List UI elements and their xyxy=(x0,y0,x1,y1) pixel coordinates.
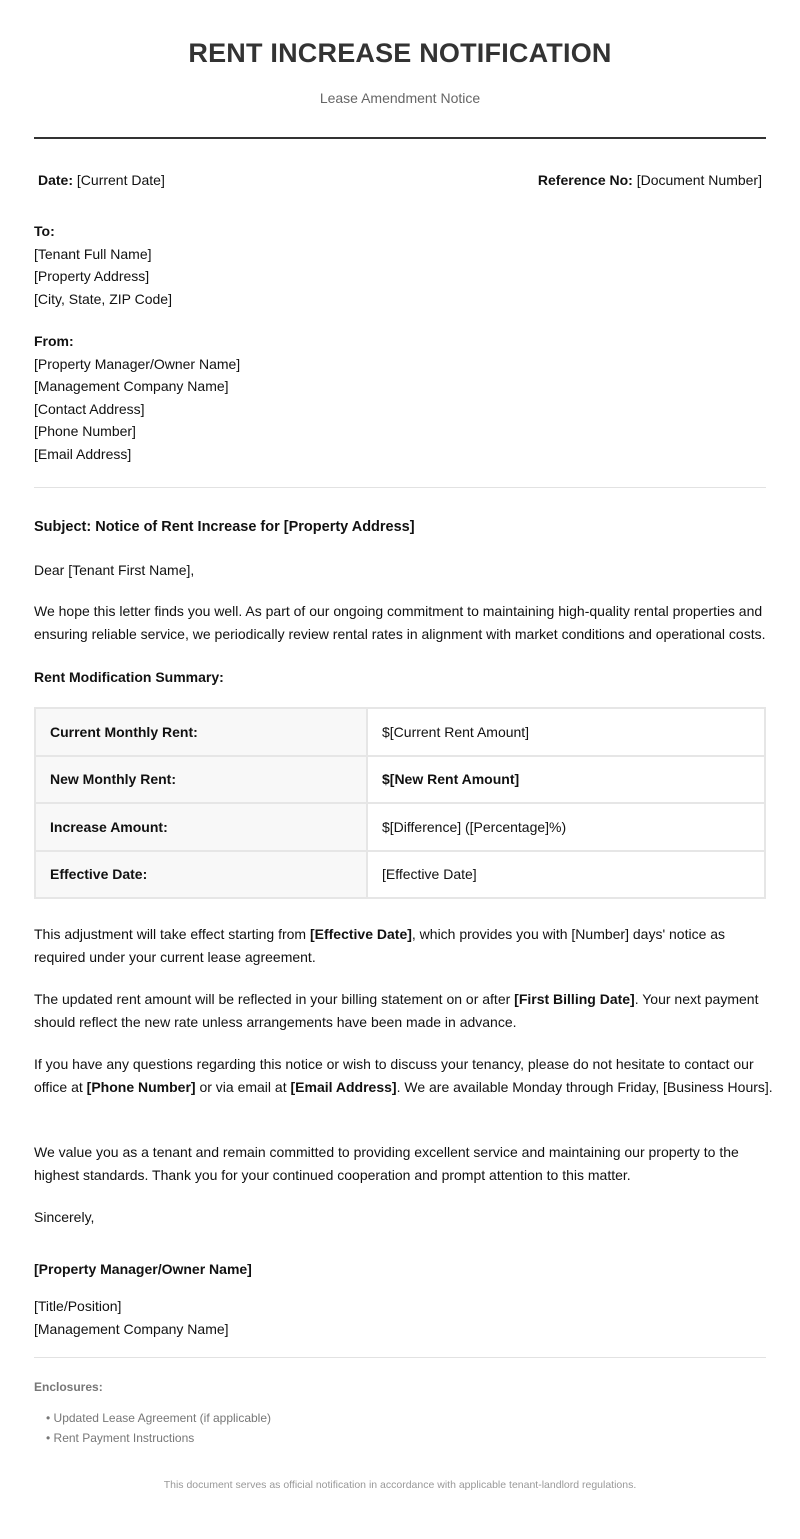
reference-line xyxy=(538,172,762,188)
summary-label: Increase Amount: xyxy=(35,803,367,851)
email-emphasis: [Email Address] xyxy=(290,1078,397,1095)
summary-label: Effective Date: xyxy=(35,851,367,899)
paragraph-text: . We are available Monday through Friday, [Business Hours]. xyxy=(396,1078,773,1095)
from-label: From: xyxy=(34,333,74,349)
recipient-address: [Property Address] xyxy=(34,268,150,284)
signature-details xyxy=(34,1295,774,1340)
billing-paragraph xyxy=(34,988,774,1033)
paragraph-text: If you have any questions regarding this notice or wish to discuss your tenancy, please do not hesitate to contact our office at xyxy=(34,1056,754,1095)
effective-date-emphasis: [Effective Date] xyxy=(309,926,412,942)
recipient-city: [City, State, ZIP Code] xyxy=(34,290,172,307)
paragraph-text: The updated rent amount will be reflected in your billing statement on or after xyxy=(34,991,515,1007)
sender-company: [Management Company Name] xyxy=(34,378,229,394)
date-label: Date: xyxy=(38,172,74,188)
sender-block xyxy=(34,330,240,465)
list-item: • Updated Lease Agreement (if applicable) xyxy=(46,1409,271,1429)
paragraph-text: , which provides you with [Number] days' notice as required under your current lease agreement. xyxy=(34,926,726,965)
summary-label: New Monthly Rent: xyxy=(35,756,367,804)
signature-company: [Management Company Name] xyxy=(34,1320,229,1337)
summary-value: $[New Rent Amount] xyxy=(367,756,765,804)
sender-address: [Contact Address] xyxy=(34,400,145,417)
summary-value: $[Difference] ([Percentage]%) xyxy=(367,803,765,851)
intro-paragraph: We hope this letter finds you well. As part of our ongoing commitment to maintaining high-quality rental properties and ensuring reliable service, we periodically review rental rates in alignment with market conditions and operational costs. xyxy=(34,603,766,642)
to-label: To: xyxy=(34,223,55,239)
sender-email: [Email Address] xyxy=(34,445,132,462)
section-divider xyxy=(34,487,766,488)
header-divider xyxy=(34,137,766,139)
rent-summary-table xyxy=(34,707,766,899)
summary-label: Current Monthly Rent: xyxy=(35,708,367,756)
document-subtitle: Lease Amendment Notice xyxy=(319,90,481,106)
table-row xyxy=(35,851,765,899)
contact-paragraph xyxy=(34,1053,774,1098)
table-row xyxy=(35,803,765,851)
summary-heading: Rent Modification Summary: xyxy=(34,669,224,685)
letter-subject: Subject: Notice of Rent Increase for [Property Address] xyxy=(34,519,415,535)
reference-label: Reference No: xyxy=(537,172,633,188)
table-row xyxy=(35,708,765,756)
summary-value: [Effective Date] xyxy=(367,851,765,899)
sender-phone: [Phone Number] xyxy=(34,423,136,439)
letter-closing: Sincerely, xyxy=(34,1209,95,1225)
sender-name: [Property Manager/Owner Name] xyxy=(34,355,241,372)
table-row xyxy=(35,756,765,804)
signature-title: [Title/Position] xyxy=(34,1298,122,1314)
enclosures-divider xyxy=(34,1357,766,1358)
footer-note: This document serves as official notification in accordance with applicable tenant-landlord regulations. xyxy=(163,1479,637,1491)
signature-name: [Property Manager/Owner Name] xyxy=(34,1261,252,1277)
letter-greeting: Dear [Tenant First Name], xyxy=(34,562,195,578)
reference-value: [Document Number] xyxy=(636,172,762,188)
closing-paragraph: We value you as a tenant and remain committed to providing excellent service and maintaining our property to the highest standards. Thank you for your continued cooperation and prompt attention to this matter. xyxy=(34,1144,739,1183)
enclosures-heading: Enclosures: xyxy=(34,1380,103,1394)
paragraph-text: . Your next payment should reflect the new rate unless arrangements have been made in advance. xyxy=(34,991,759,1030)
paragraph-text: or via email at xyxy=(195,1078,291,1095)
recipient-block xyxy=(34,220,172,310)
paragraph-text: This adjustment will take effect starting from xyxy=(34,926,310,942)
document-title: RENT INCREASE NOTIFICATION xyxy=(188,38,612,68)
summary-value: $[Current Rent Amount] xyxy=(367,708,765,756)
list-item: • Rent Payment Instructions xyxy=(46,1429,271,1449)
recipient-name: [Tenant Full Name] xyxy=(34,245,152,262)
date-line xyxy=(38,172,165,188)
enclosures-list xyxy=(46,1409,271,1448)
phone-emphasis: [Phone Number] xyxy=(86,1078,196,1095)
date-value: [Current Date] xyxy=(76,172,165,188)
billing-date-emphasis: [First Billing Date] xyxy=(514,991,635,1007)
effective-date-paragraph xyxy=(34,923,774,968)
